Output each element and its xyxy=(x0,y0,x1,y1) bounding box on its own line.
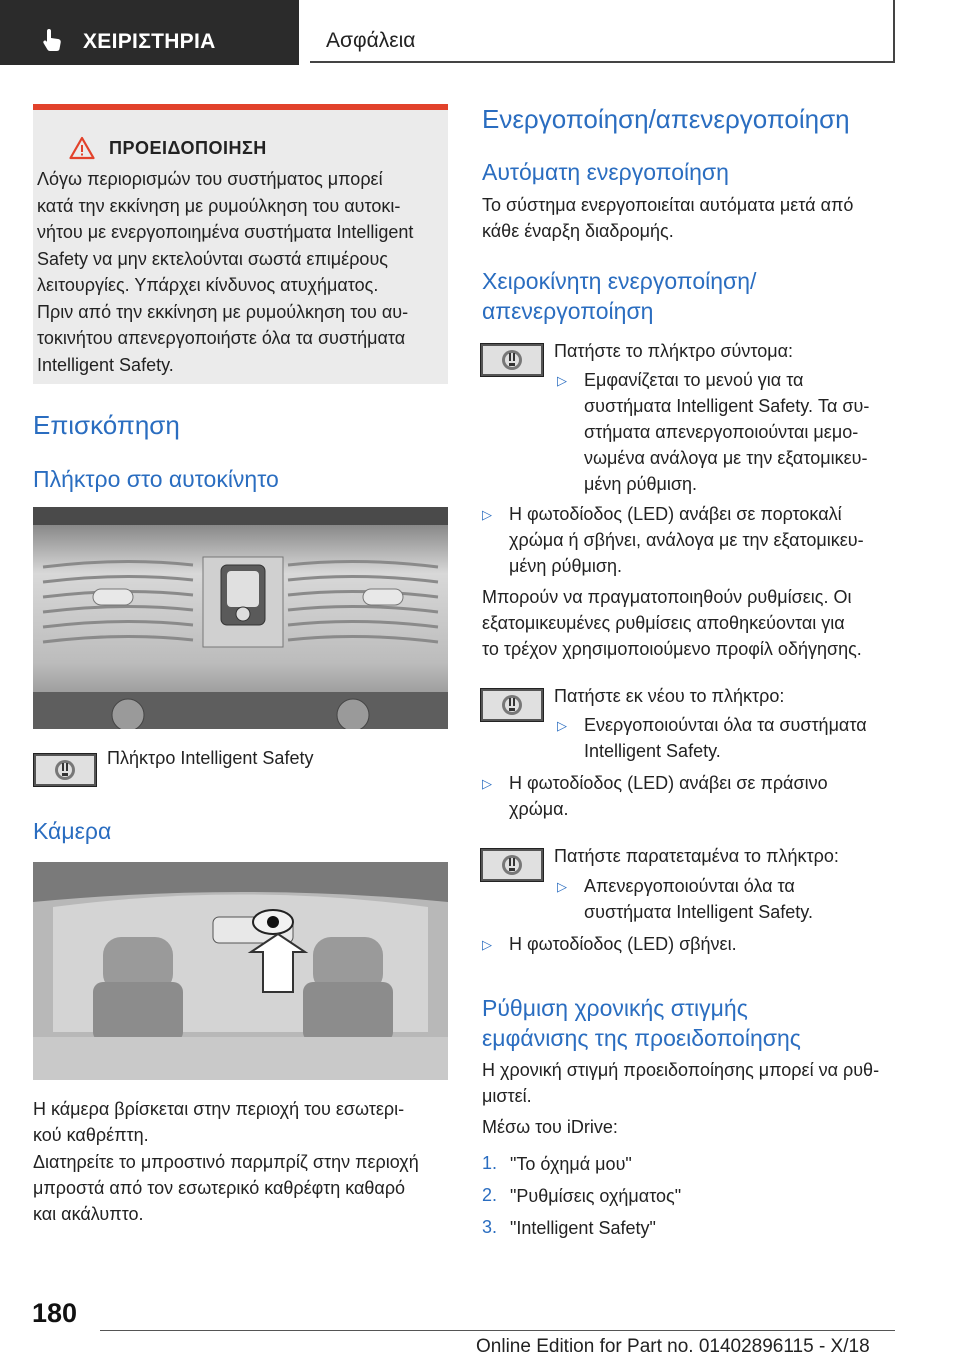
button-caption: Πλήκτρο Intelligent Safety xyxy=(107,748,314,768)
header-chapter-label: Ασφάλεια xyxy=(326,29,416,52)
idrive-text: Μέσω του iDrive: xyxy=(482,1117,618,1137)
bullet-triangle-icon: ▷ xyxy=(557,718,567,733)
intelligent-safety-key-icon xyxy=(33,753,97,787)
auto-activation-heading: Αυτόματη ενεργοποίηση xyxy=(482,159,729,185)
warning-timing-text: Η χρονική στιγμή προειδοποίησης μπορεί να ρυθ- μιστεί. xyxy=(482,1060,880,1106)
header-section-tab xyxy=(0,0,299,65)
step2-bullet1: Ενεργοποιούνται όλα τα συστήματα Intelligent Safety. xyxy=(584,715,867,761)
warning-box xyxy=(33,104,448,384)
menu-step: "Ρυθμίσεις οχήματος" xyxy=(510,1186,682,1206)
intelligent-safety-key-icon xyxy=(480,848,544,882)
page-number: 180 xyxy=(32,1298,78,1328)
bullet-triangle-icon: ▷ xyxy=(557,373,567,388)
camera-heading: Κάμερα xyxy=(33,818,112,844)
step3-bullet1: Απενεργοποιούνται όλα τα συστήματα Intelligent Safety. xyxy=(584,876,813,922)
hand-pointer-icon xyxy=(40,27,66,53)
warning-text: Λόγω περιορισμών του συστήματος μπορεί κατά την εκκίνηση με ρυμούλκηση του αυτοκι- νήτου με ενεργοποιημένα συστήματα Intelligent Safety να μην εκτελούνται σωστά επιμέρους λειτουργίες. Υπάρχει κίνδυνος ατυχήματος. Πριν από την εκκίνηση με ρυμούλκηση του αυ- τοκινήτου απενεργοποιήστε όλα τα συστήματα Intelligent Safety. xyxy=(37,169,414,375)
warning-title: ΠΡΟΕΙΔΟΠΟΙΗΣΗ xyxy=(109,137,267,158)
camera-photo xyxy=(33,862,448,1080)
bullet-triangle-icon: ▷ xyxy=(482,937,492,952)
intelligent-safety-key-icon xyxy=(480,343,544,377)
warning-triangle-icon xyxy=(69,136,95,160)
footer-divider xyxy=(100,1330,895,1331)
step1-bullet1: Εμφανίζεται το μενού για τα συστήματα Intelligent Safety. Τα συ- στήματα απενεργοποιούνται μεμο- νωμένα ανάλογα με την εξατομικευ- μένη ρύθμιση. xyxy=(584,370,870,494)
camera-text: Η κάμερα βρίσκεται στην περιοχή του εσωτερι- κού καθρέπτη. xyxy=(33,1099,405,1145)
manual-activation-heading: Χειροκίνητη ενεργοποίηση/ απενεργοποίηση xyxy=(482,268,757,324)
step-number: 1. xyxy=(482,1153,498,1173)
intelligent-safety-key-icon xyxy=(480,688,544,722)
button-in-car-heading: Πλήκτρο στο αυτοκίνητο xyxy=(33,466,279,492)
overview-heading: Επισκόπηση xyxy=(33,410,180,440)
menu-step: "Το όχημά μου" xyxy=(510,1154,632,1174)
step1-bullet2: Η φωτοδίοδος (LED) ανάβει σε πορτοκαλί χρώμα ή σβήνει, ανάλογα με την εξατομικευ- μένη ρύθμιση. xyxy=(509,504,864,576)
activation-heading: Ενεργοποίηση/απενεργοποίηση xyxy=(482,104,850,134)
header-section-label: ΧΕΙΡΙΣΤΗΡΙΑ xyxy=(83,30,216,53)
header-chapter-box xyxy=(310,0,895,63)
footer-edition: Online Edition for Part no. 01402896115 - X/18 xyxy=(476,1336,870,1357)
camera-text-2: Διατηρείτε το μπροστινό παρμπρίζ στην περιοχή μπροστά από τον εσωτερικό καθρέφτη καθαρό και ακάλυπτο. xyxy=(33,1152,419,1224)
step-number: 3. xyxy=(482,1217,498,1237)
step-number: 2. xyxy=(482,1185,498,1205)
menu-step: "Intelligent Safety" xyxy=(510,1218,656,1238)
step2-bullet2: Η φωτοδίοδος (LED) ανάβει σε πράσινο χρώμα. xyxy=(509,773,828,819)
warning-timing-heading: Ρύθμιση χρονικής στιγμής εμφάνισης της προειδοποίησης xyxy=(482,995,801,1051)
step1-lead: Πατήστε το πλήκτρο σύντομα: xyxy=(554,341,794,361)
dashboard-button-photo xyxy=(33,507,448,729)
bullet-triangle-icon: ▷ xyxy=(482,776,492,791)
step3-lead: Πατήστε παρατεταμένα το πλήκτρο: xyxy=(554,846,839,866)
custom-settings-text: Μπορούν να πραγματοποιηθούν ρυθμίσεις. Οι εξατομικευμένες ρυθμίσεις αποθηκεύονται για το τρέχον χρησιμοποιούμενο προφίλ οδήγησης. xyxy=(482,587,862,659)
auto-activation-text: Το σύστημα ενεργοποιείται αυτόματα μετά από κάθε έναρξη διαδρομής. xyxy=(482,195,854,241)
bullet-triangle-icon: ▷ xyxy=(482,507,492,522)
step3-bullet2: Η φωτοδίοδος (LED) σβήνει. xyxy=(509,934,737,954)
step2-lead: Πατήστε εκ νέου το πλήκτρο: xyxy=(554,686,785,706)
bullet-triangle-icon: ▷ xyxy=(557,879,567,894)
